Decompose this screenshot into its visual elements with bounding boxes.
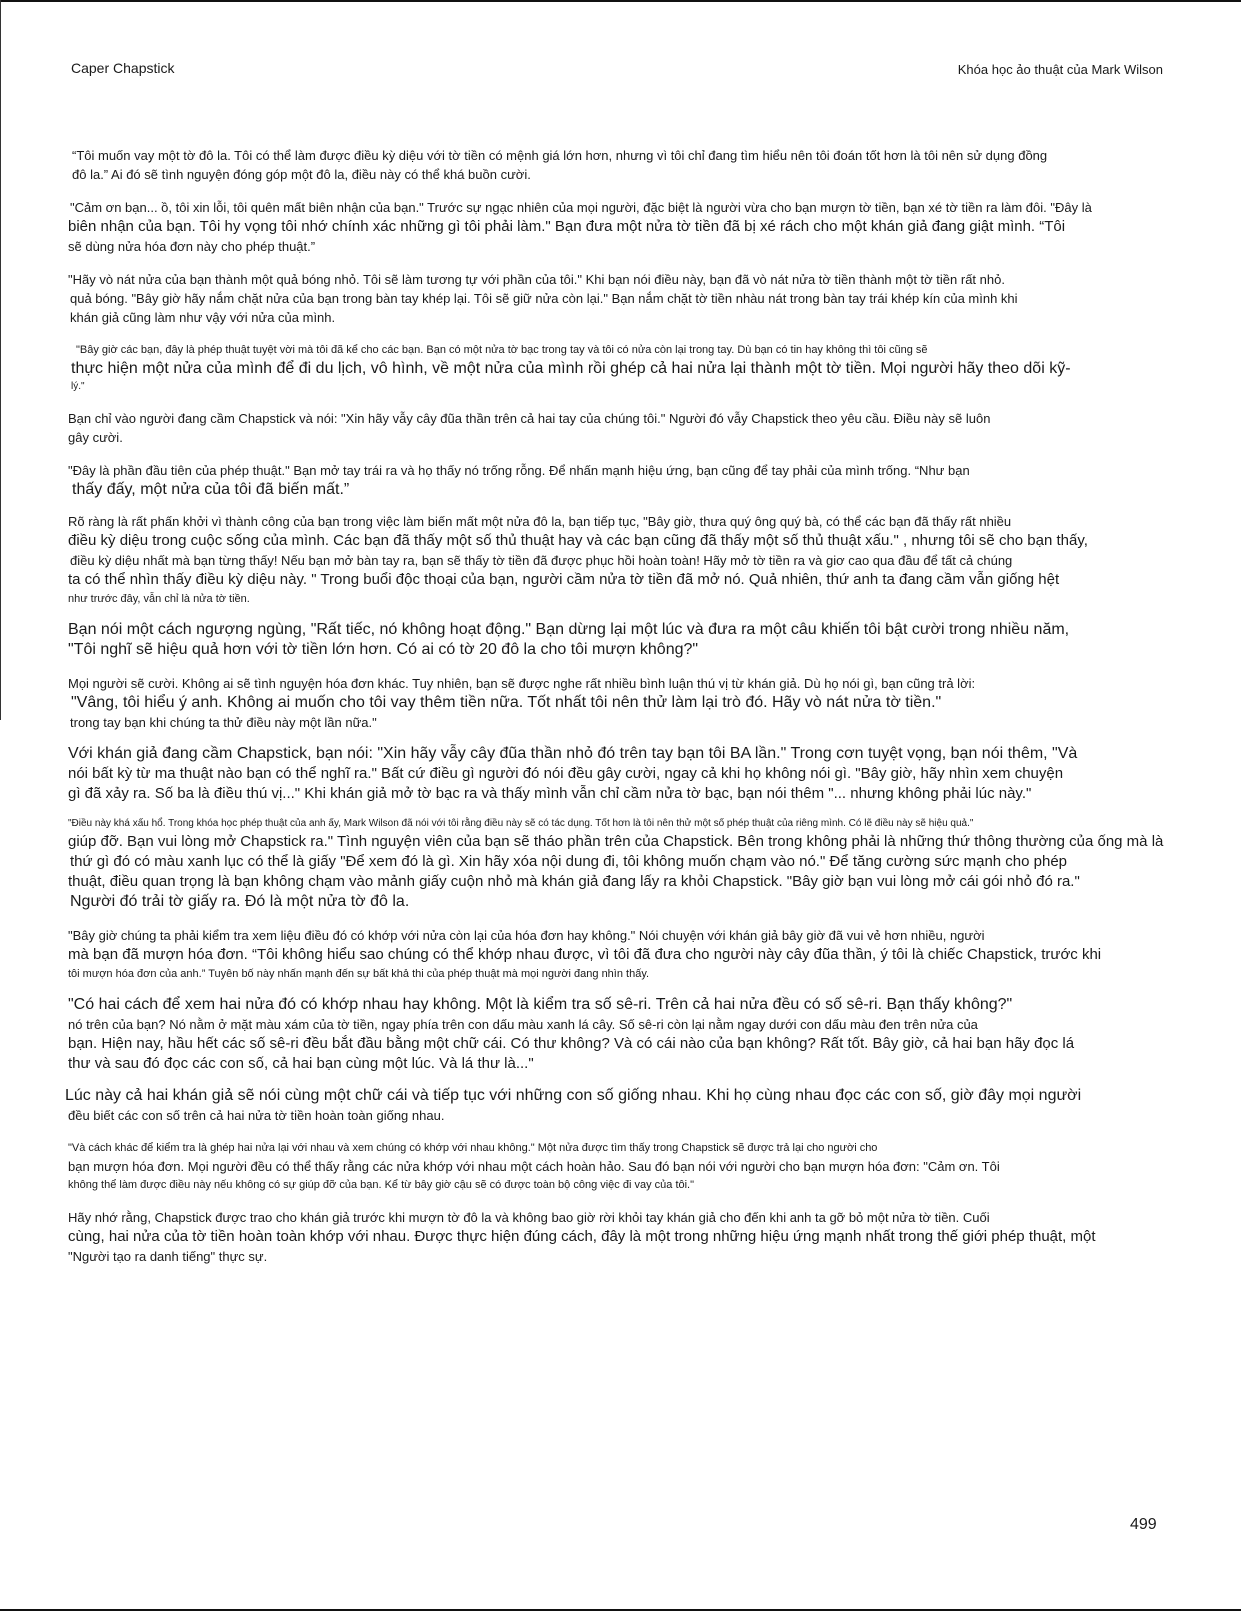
paragraph <box>68 816 1168 912</box>
text-line: đô la.” Ai đó sẽ tình nguyện đóng góp một đô la, điều này có thể khá buồn cười. <box>72 167 531 182</box>
text-line: giúp đỡ. Bạn vui lòng mở Chapstick ra." Tình nguyện viên của bạn sẽ tháo phần trên của Chapstick. Bên trong không phải là những thứ thông thường của ống mà là <box>68 833 1164 850</box>
text-line: thư và sau đó đọc các con số, cả hai bạn cùng một lúc. Và lá thư là..." <box>68 1055 534 1072</box>
running-header-title: Caper Chapstick <box>71 60 175 76</box>
text-line: quả bóng. "Bây giờ hãy nắm chặt nửa của bạn trong bàn tay khép lại. Tôi sẽ giữ nửa còn lại." Bạn nắm chặt tờ tiền nhàu nát trong bàn tay trái khép kín của mình khi <box>70 291 1018 306</box>
paragraph <box>68 270 1168 327</box>
paragraph <box>68 995 1168 1074</box>
running-header-course: Khóa học ảo thuật của Mark Wilson <box>957 62 1163 77</box>
text-line: biên nhận của bạn. Tôi hy vọng tôi nhớ chính xác những gì tôi phải làm." Bạn đưa một nửa tờ tiền đã bị xé rách cho một khán giả đang giật mình. “Tôi <box>68 218 1066 235</box>
paragraph <box>68 744 1168 804</box>
text-line: Rõ ràng là rất phấn khởi vì thành công của bạn trong việc làm biến mất một nửa đô la, bạn tiếp tục, "Bây giờ, thưa quý ông quý bà, có thể các bạn đã thấy rất nhiều <box>68 514 1012 529</box>
paragraph <box>68 341 1168 395</box>
text-line: không thể làm được điều này nếu không có sự giúp đỡ của bạn. Kể từ bây giờ cậu sẽ có được toàn bộ công việc đi vay của tôi." <box>68 1179 695 1191</box>
page-number: 499 <box>1130 1516 1157 1533</box>
text-line: Người đó trải tờ giấy ra. Đó là một nửa tờ đô la. <box>70 893 410 910</box>
paragraph <box>68 674 1168 732</box>
text-line: bạn mượn hóa đơn. Mọi người đều có thể thấy rằng các nửa khớp với nhau một cách hoàn hảo. Sau đó bạn nói với người cho bạn mượn hóa đơn: "Cảm ơn. Tôi <box>68 1159 1000 1174</box>
text-line: "Tôi nghĩ sẽ hiệu quả hơn với tờ tiền lớn hơn. Có ai có tờ 20 đô la cho tôi mượn không?" <box>68 641 699 658</box>
text-line: gây cười. <box>68 430 123 445</box>
top-border <box>0 0 1241 2</box>
text-line: "Điều này khá xấu hổ. Trong khóa học phép thuật của anh ấy, Mark Wilson đã nói với tôi rằng điều này sẽ có tác dụng. Tốt hơn là tôi nên thử một số phép thuật của riêng mình. Có lẽ điều này sẽ hiệu quả." <box>68 818 974 829</box>
text-line: thực hiện một nửa của mình để đi du lịch, vô hình, về một nửa của mình rồi ghép cả hai nửa lại thành một tờ tiền. Mọi người hãy theo dõi kỹ- <box>71 360 1071 377</box>
paragraph <box>68 461 1168 500</box>
text-line: đều biết các con số trên cả hai nửa tờ tiền hoàn toàn giống nhau. <box>68 1108 445 1123</box>
text-line: “Tôi muốn vay một tờ đô la. Tôi có thể làm được điều kỳ diệu với tờ tiền có mệnh giá lớn hơn, nhưng vì tôi chỉ đang tìm hiểu nên tôi đoán tốt hơn là tôi nên sử dụng đồng <box>72 148 1048 163</box>
paragraph <box>68 198 1168 256</box>
left-edge-line <box>0 0 1 720</box>
text-line: thứ gì đó có màu xanh lục có thể là giấy "Để xem đó là gì. Xin hãy xóa nội dung đi, tôi không muốn chạm vào nó." Để tăng cường sức mạnh cho phép <box>70 853 1068 870</box>
text-line: "Bây giờ chúng ta phải kiểm tra xem liệu điều đó có khớp với nửa còn lại của hóa đơn hay không." Nói chuyện với khán giả bây giờ đã vui vẻ hơn nhiều, người <box>68 928 985 943</box>
text-line: nói bất kỳ từ ma thuật nào bạn có thể nghĩ ra." Bất cứ điều gì người đó nói đều gây cười, ngay cả khi họ không nói gì. "Bây giờ, hãy nhìn xem chuyện <box>68 765 1064 782</box>
text-line: nó trên của bạn? Nó nằm ở mặt màu xám của tờ tiền, ngay phía trên con dấu màu xanh lá cây. Số sê-ri còn lại nằm ngay dưới con dấu màu đen trên nửa của <box>68 1017 978 1032</box>
text-line: tôi mượn hóa đơn của anh.” Tuyên bố này nhấn mạnh đến sự bất khả thi của phép thuật mà mọi người đang nhìn thấy. <box>68 968 650 980</box>
body-text <box>65 146 1168 1266</box>
text-line: "Cảm ơn bạn... ồ, tôi xin lỗi, tôi quên mất biên nhận của bạn." Trước sự ngạc nhiên của mọi người, đặc biệt là người vừa cho bạn mượn tờ tiền, bạn xé tờ tiền ra làm đôi. "Đây là <box>70 200 1092 215</box>
text-line: "Có hai cách để xem hai nửa đó có khớp nhau hay không. Một là kiểm tra số sê-ri. Trên cả hai nửa đều có số sê-ri. Bạn thấy không?" <box>68 996 1013 1013</box>
text-line: mà bạn đã mượn hóa đơn. “Tôi không hiểu sao chúng có thể khớp nhau được, vì tôi đã đưa cho người này cây đũa thần, ý tôi là chiếc Chapstick, trước khi <box>68 946 1102 963</box>
text-line: thuật, điều quan trọng là bạn không chạm vào mảnh giấy cuộn nhỏ mà khán giả đang lấy ra khỏi Chapstick. "Bây giờ bạn vui lòng mở cái gói nhỏ đó ra." <box>68 873 1080 890</box>
text-line: khán giả cũng làm như vậy với nửa của mình. <box>70 310 336 325</box>
text-line: "Đây là phần đầu tiên của phép thuật." Bạn mở tay trái ra và họ thấy nó trống rỗng. Để nhấn mạnh hiệu ứng, bạn cũng để tay phải của mình trống. “Như bạn <box>68 463 970 478</box>
text-line: "Hãy vò nát nửa của bạn thành một quả bóng nhỏ. Tôi sẽ làm tương tự với phần của tôi." Khi bạn nói điều này, bạn đã vò nát nửa tờ tiền thành một tờ tiền rất nhỏ. <box>68 272 1005 287</box>
text-line: "Và cách khác để kiểm tra là ghép hai nửa lại với nhau và xem chúng có khớp với nhau không." Một nửa được tìm thấy trong Chapstick sẽ được trả lại cho người cho <box>68 1142 878 1154</box>
text-line: ta có thể nhìn thấy điều kỳ diệu này. " Trong buổi độc thoại của bạn, người cầm nửa tờ tiền đã mở nó. Quả nhiên, thứ anh ta đang cầm vẫn giống hệt <box>68 571 1060 588</box>
text-line: lý." <box>71 381 85 392</box>
paragraph <box>68 512 1168 608</box>
text-line: điều kỳ diệu nhất mà bạn từng thấy! Nếu bạn mở bàn tay ra, bạn sẽ thấy tờ tiền đã được phục hồi hoàn toàn! Hãy mở tờ tiền ra và giơ cao qua đầu để tất cả chúng <box>70 553 1013 568</box>
text-line: "Vâng, tôi hiểu ý anh. Không ai muốn cho tôi vay thêm tiền nữa. Tốt nhất tôi nên thử làm lại trò đó. Hãy vò nát nửa tờ tiền." <box>71 694 942 711</box>
text-line: Lúc này cả hai khán giả sẽ nói cùng một chữ cái và tiếp tục với những con số giống nhau. Khi họ cùng nhau đọc các con số, giờ đây mọi người <box>65 1087 1082 1104</box>
text-line: sẽ dùng nửa hóa đơn này cho phép thuật.” <box>68 239 316 254</box>
paragraph <box>65 1086 1168 1125</box>
text-line: Hãy nhớ rằng, Chapstick được trao cho khán giả trước khi mượn tờ đô la và không bao giờ rời khỏi tay khán giả cho đến khi anh ta gỡ bỏ một nửa tờ tiền. Cuối <box>68 1210 990 1225</box>
text-line: gì đã xảy ra. Số ba là điều thú vị..." Khi khán giả mở tờ bạc ra và thấy mình vẫn chỉ cầm nửa tờ bạc, bạn nói thêm "... nhưng không phải lúc này." <box>68 785 1032 802</box>
text-line: như trước đây, vẫn chỉ là nửa tờ tiền. <box>68 593 250 605</box>
paragraph <box>68 1139 1168 1194</box>
text-line: Với khán giả đang cầm Chapstick, bạn nói: "Xin hãy vẫy cây đũa thần nhỏ đó trên tay bạn tôi BA lần." Trong cơn tuyệt vọng, bạn nói thêm, "Và <box>68 745 1078 762</box>
text-line: thấy đấy, một nửa của tôi đã biến mất.” <box>72 481 350 498</box>
text-line: bạn. Hiện nay, hầu hết các số sê-ri đều bắt đầu bằng một chữ cái. Có thư không? Và có cái nào của bạn không? Rất tốt. Bây giờ, cả hai bạn hãy đọc lá <box>68 1035 1075 1052</box>
paragraph <box>68 409 1168 447</box>
text-line: cùng, hai nửa của tờ tiền hoàn toàn khớp với nhau. Được thực hiện đúng cách, đây là một trong những hiệu ứng mạnh nhất trong thế giới phép thuật, một <box>68 1228 1096 1245</box>
text-line: Mọi người sẽ cười. Không ai sẽ tình nguyện hóa đơn khác. Tuy nhiên, bạn sẽ được nghe rất nhiều bình luận thú vị từ khán giả. Dù họ nói gì, bạn cũng trả lời: <box>68 676 976 691</box>
paragraph <box>68 146 1168 184</box>
paragraph <box>68 926 1168 983</box>
text-line: Bạn nói một cách ngượng ngùng, "Rất tiếc, nó không hoạt động." Bạn dừng lại một lúc và đưa ra một câu khiến tôi bật cười trong nhiều năm, <box>68 621 1070 638</box>
paragraph <box>68 1208 1168 1266</box>
text-line: "Bây giờ các bạn, đây là phép thuật tuyệt vời mà tôi đã kể cho các bạn. Bạn có một nửa tờ bạc trong tay và tôi có nửa còn lại trong tay. Dù bạn có tin hay không thì tôi cũng sẽ <box>76 344 928 356</box>
text-line: Bạn chỉ vào người đang cầm Chapstick và nói: "Xin hãy vẫy cây đũa thần trên cả hai tay của chúng tôi." Người đó vẫy Chapstick theo yêu cầu. Điều này sẽ luôn <box>68 411 991 426</box>
text-line: điều kỳ diệu trong cuộc sống của mình. Các bạn đã thấy một số thủ thuật hay và các bạn cũng đã thấy một số thủ thuật xấu." , nhưng tôi sẽ cho bạn thấy, <box>68 532 1088 549</box>
text-line: trong tay bạn khi chúng ta thử điều này một lần nữa." <box>70 715 377 730</box>
text-line: "Người tạo ra danh tiếng" thực sự. <box>68 1249 268 1264</box>
paragraph <box>68 620 1168 660</box>
